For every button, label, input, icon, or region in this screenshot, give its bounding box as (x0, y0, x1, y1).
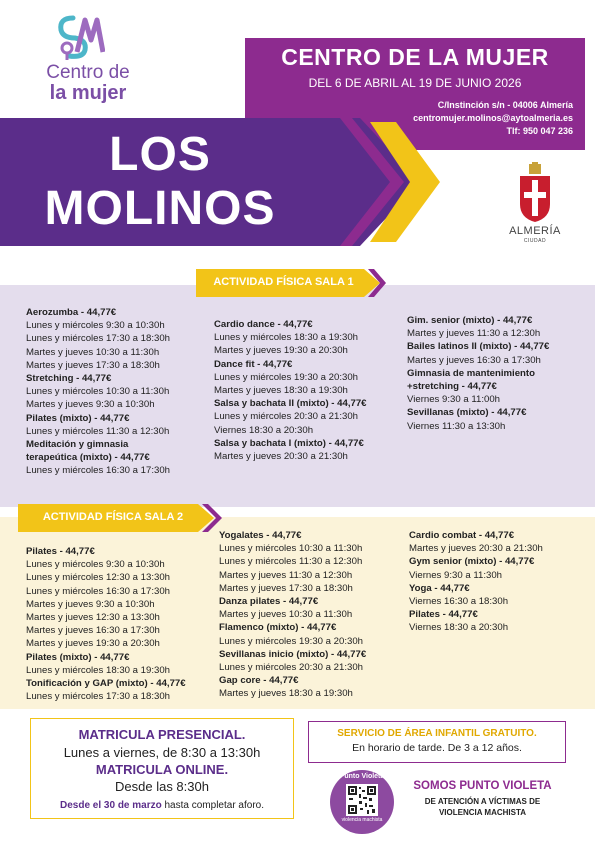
sala1-col3 (407, 314, 549, 433)
activity-title: +stretching - 44,77€ (407, 381, 497, 393)
activity-title: Pilates (mixto) - 44,77€ (26, 651, 130, 663)
punto-violeta-ring-bottom: violencia machista (341, 817, 383, 823)
activity-schedule: Martes y jueves 10:30 a 11:30h (26, 346, 160, 358)
activity-schedule: Lunes y miércoles 11:30 a 12:30h (26, 425, 170, 437)
almeria-crest-icon (517, 162, 553, 224)
activity-schedule: Viernes 9:30 a 11:00h (407, 394, 500, 406)
sala2-col1 (26, 545, 186, 703)
matricula-presencial-title: MATRICULA PRESENCIAL. (78, 727, 246, 742)
activity-schedule: Martes y jueves 19:30 a 20:30h (26, 638, 160, 650)
sala1-col2 (214, 318, 367, 463)
activity-title: Stretching - 44,77€ (26, 373, 112, 385)
activity-title: Flamenco (mixto) - 44,77€ (219, 622, 337, 634)
activity-schedule: Lunes y miércoles 10:30 a 11:30h (26, 386, 170, 398)
centro-mujer-logo-icon (55, 12, 105, 62)
activity-title: Bailes latinos II (mixto) - 44,77€ (407, 341, 550, 353)
activity-schedule: Martes y jueves 11:30 a 12:30h (407, 328, 541, 340)
header-title: CENTRO DE LA MUJER (281, 44, 549, 70)
sala1-col1 (26, 306, 170, 478)
activity-schedule: Viernes 9:30 a 11:30h (409, 569, 502, 581)
activity-schedule: Martes y jueves 20:30 a 21:30h (214, 451, 348, 463)
activity-schedule: Lunes y miércoles 10:30 a 11:30h (219, 543, 363, 555)
activity-schedule: Lunes y miércoles 16:30 a 17:30h (26, 585, 170, 597)
activity-schedule: Martes y jueves 17:30 a 18:30h (219, 582, 353, 594)
header-phone[interactable]: Tlf: 950 047 236 (506, 126, 573, 136)
activity-title: Pilates - 44,77€ (409, 609, 478, 621)
activity-title: Pilates - 44,77€ (26, 546, 95, 557)
punto-violeta-ring-top: Punto Violeta (339, 773, 385, 780)
activity-title: Cardio combat - 44,77€ (409, 530, 515, 541)
matricula-online-hours: Desde las 8:30h (115, 779, 209, 794)
activity-schedule: Lunes y miércoles 19:30 a 20:30h (214, 371, 358, 383)
title-line1: LOS (109, 128, 211, 181)
activity-schedule: Viernes 11:30 a 13:30h (407, 420, 506, 432)
activity-title: Pilates (mixto) - 44,77€ (26, 412, 130, 424)
qr-code-icon[interactable] (346, 784, 378, 816)
activity-schedule: Viernes 16:30 a 18:30h (409, 596, 509, 608)
activity-title: Aerozumba - 44,77€ (26, 307, 117, 318)
punto-violeta-title: SOMOS PUNTO VIOLETA (413, 780, 552, 792)
activity-schedule: Lunes y miércoles 17:30 a 18:30h (26, 691, 170, 703)
activity-schedule: Lunes y miércoles 19:30 a 20:30h (219, 635, 363, 647)
matricula-box (30, 718, 294, 819)
activity-title: Meditación y gimnasia (26, 439, 129, 451)
almeria-sub: CIUDAD (523, 238, 547, 244)
activity-schedule: Martes y jueves 20:30 a 21:30h (409, 543, 543, 555)
activity-schedule: Martes y jueves 9:30 a 10:30h (26, 399, 155, 411)
matricula-until: hasta completar aforo. (161, 800, 264, 811)
activity-title: Gim. senior (mixto) - 44,77€ (407, 315, 533, 326)
activity-schedule: Martes y jueves 10:30 a 11:30h (219, 609, 353, 621)
activity-schedule: Martes y jueves 16:30 a 17:30h (407, 354, 541, 366)
activity-schedule: Lunes y miércoles 18:30 a 19:30h (214, 332, 358, 344)
activity-title: Yogalates - 44,77€ (219, 530, 302, 541)
activity-schedule: Viernes 18:30 a 20:30h (409, 622, 509, 634)
activity-title: Salsa y bachata II (mixto) - 44,77€ (214, 398, 367, 410)
activity-schedule: Lunes y miércoles 9:30 a 10:30h (26, 320, 165, 332)
activity-title: Tonificación y GAP (mixto) - 44,77€ (26, 678, 186, 690)
activity-schedule: Lunes y miércoles 17:30 a 18:30h (26, 333, 170, 345)
logo-text-line1: Centro de (46, 62, 130, 83)
logo-text-line2: la mujer (49, 82, 127, 104)
activity-schedule: Martes y jueves 17:30 a 18:30h (26, 359, 160, 371)
header-dates: DEL 6 DE ABRIL AL 19 DE JUNIO 2026 (308, 76, 522, 90)
activity-schedule: Lunes y miércoles 20:30 a 21:30h (219, 662, 363, 674)
matricula-from-date: Desde el 30 de marzo (60, 800, 162, 811)
activity-schedule: Martes y jueves 12:30 a 13:30h (26, 612, 160, 624)
activity-title: Gimnasia de mantenimiento (407, 367, 535, 379)
activity-schedule: Lunes y miércoles 20:30 a 21:30h (214, 411, 358, 423)
header-address: C/Instinción s/n - 04006 Almería (437, 100, 573, 110)
activity-title: Gap core - 44,77€ (219, 675, 299, 687)
activity-schedule: Martes y jueves 19:30 a 20:30h (214, 345, 348, 357)
activity-schedule: Lunes y miércoles 12:30 a 13:30h (26, 572, 170, 584)
servicio-hours: En horario de tarde. De 3 a 12 años. (352, 742, 522, 754)
servicio-box (308, 721, 566, 763)
activity-title: Danza pilates - 44,77€ (219, 596, 319, 608)
activity-schedule: Martes y jueves 16:30 a 17:30h (26, 625, 160, 637)
matricula-online-title: MATRICULA ONLINE. (95, 762, 229, 777)
punto-violeta-sub1: DE ATENCIÓN A VÍCTIMAS DE (424, 797, 541, 806)
activity-title: Dance fit - 44,77€ (214, 358, 293, 370)
sala2-col2 (219, 529, 366, 701)
sala2-col3 (409, 529, 543, 635)
activity-schedule: Martes y jueves 18:30 a 19:30h (214, 385, 348, 397)
activity-title: Sevillanas (mixto) - 44,77€ (407, 407, 527, 419)
activity-schedule: Martes y jueves 11:30 a 12:30h (219, 569, 353, 581)
sala1-label: ACTIVIDAD FÍSICA SALA 1 (213, 276, 354, 288)
almeria-name: ALMERÍA (509, 225, 561, 237)
activity-title: Yoga - 44,77€ (409, 582, 470, 594)
activity-title: Salsa y bachata I (mixto) - 44,77€ (214, 437, 364, 449)
activity-schedule: Martes y jueves 9:30 a 10:30h (26, 598, 155, 610)
activity-title: terapeútica (mixto) - 44,77€ (26, 452, 150, 464)
servicio-title: SERVICIO DE ÁREA INFANTIL GRATUITO. (337, 728, 537, 739)
activity-schedule: Lunes y miércoles 9:30 a 10:30h (26, 559, 165, 571)
punto-violeta-sub2: VIOLENCIA MACHISTA (438, 808, 527, 817)
activity-title: Sevillanas inicio (mixto) - 44,77€ (219, 648, 367, 660)
header-email[interactable]: centromujer.molinos@aytoalmeria.es (413, 113, 573, 123)
activity-schedule: Lunes y miércoles 11:30 a 12:30h (219, 556, 363, 568)
activity-schedule: Lunes y miércoles 18:30 a 19:30h (26, 664, 170, 676)
activity-schedule: Lunes y miércoles 16:30 a 17:30h (26, 465, 170, 477)
activity-schedule: Viernes 18:30 a 20:30h (214, 424, 314, 436)
activity-schedule: Martes y jueves 18:30 a 19:30h (219, 688, 353, 700)
title-line2: MOLINOS (44, 182, 276, 235)
activity-title: Gym senior (mixto) - 44,77€ (409, 556, 535, 568)
matricula-dates (31, 800, 293, 811)
sala2-label: ACTIVIDAD FÍSICA SALA 2 (42, 511, 184, 523)
activity-title: Cardio dance - 44,77€ (214, 319, 313, 330)
matricula-presencial-hours: Lunes a viernes, de 8:30 a 13:30h (63, 745, 261, 760)
